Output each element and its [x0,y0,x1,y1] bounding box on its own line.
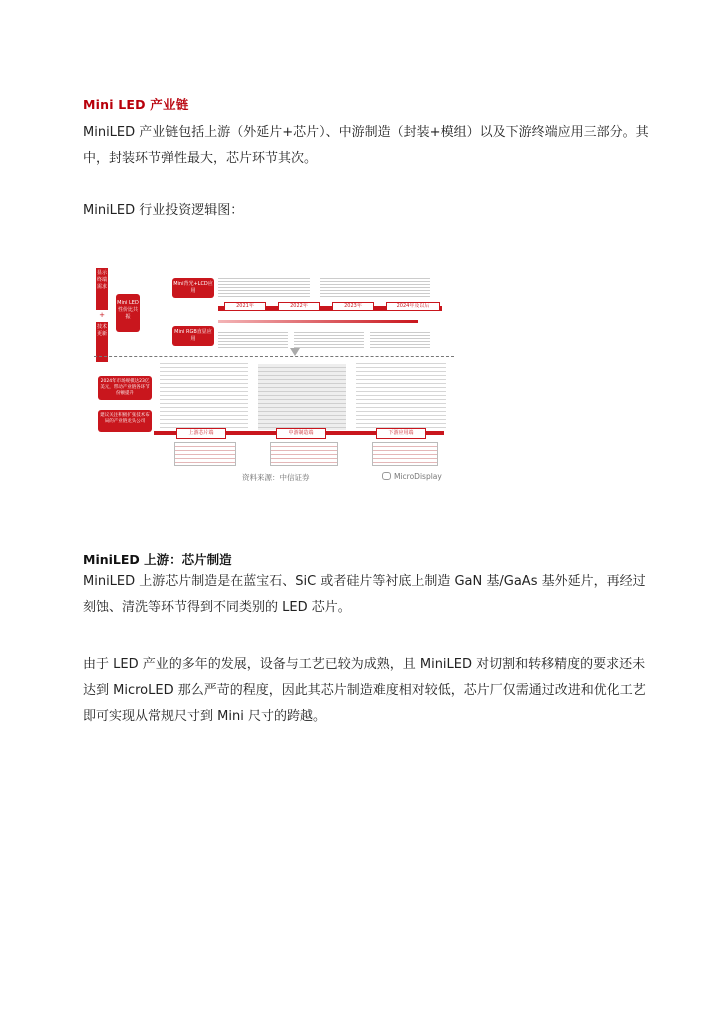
label-display-demand: 显示终端需求 [96,268,108,310]
label-tech-update: 技术更新 [96,322,108,362]
dashed-divider [94,356,454,357]
text-block-rgb-1 [218,330,288,350]
investment-logic-figure [94,260,454,492]
section-heading-chain: Mini LED 产业链 [83,97,189,112]
suggest-note: 建议关注积极扩张技术布局的产业链龙头公司 [98,410,152,432]
down-arrow-icon [290,348,300,356]
chat-icon [382,472,391,480]
text-block-rgb-3 [370,330,430,350]
midstream-recommend [270,442,338,466]
timeline-2023: 2023年 [332,302,374,311]
figure-source: 资料来源：中信证券 [242,473,310,482]
section-heading-upstream: MiniLED 上游：芯片制造 [83,552,232,567]
midstream-details [258,364,346,430]
paragraph-chain-intro: MiniLED 产业链包括上游（外延片+芯片）、中游制造（封装+模组）以及下游终端应用三部分。其中，封装环节弹性最大，芯片环节其次。 [83,125,649,166]
upstream-recommend [174,442,236,466]
plus-icon: + [99,311,105,319]
stage-midstream: 中游制造端 [276,428,326,439]
text-block-market [320,276,430,298]
downstream-details [356,360,446,430]
upstream-details [160,360,248,430]
text-block-rgb-2 [294,330,364,350]
market-size-note: 2024年市场规模达23亿美元，带动产业链各环节份额提升 [98,376,152,400]
box-backlight-lcd: Mini背光+LCD应用 [172,278,214,298]
paragraph-figure-intro: MiniLED 行业投资逻辑图： [83,203,244,218]
downstream-recommend [372,442,438,466]
stage-upstream: 上游芯片端 [176,428,226,439]
watermark: MicroDisplay [382,472,442,481]
box-rgb-direct: Mini RGB直显应用 [172,326,214,346]
label-mini-led-cost-performance: Mini LED 性价比共振 [116,294,140,332]
timeline-progress-arrow [218,320,418,323]
timeline-2022: 2022年 [278,302,320,311]
timeline-2024: 2024年及以后 [386,302,440,311]
timeline-2021: 2021年 [224,302,266,311]
paragraph-upstream: MiniLED 上游芯片制造是在蓝宝石、SiC 或者硅片等衬底上制造 GaN 基/GaAs 基外延片，再经过刻蚀、清洗等环节得到不同类别的 LED 芯片。 [83,574,646,615]
paragraph-difficulty: 由于 LED 产业的多年的发展，设备与工艺已较为成熟，且 MiniLED 对切割和转移精度的要求还未达到 MicroLED 那么严苛的程度，因此其芯片制造难度相对较低，芯片厂仅需通过改进和优化工艺即可实现从常规尺寸到 Mini 尺寸的跨越。 [83,657,646,724]
stage-downstream: 下游应用端 [376,428,426,439]
text-block-backlight [218,276,310,298]
